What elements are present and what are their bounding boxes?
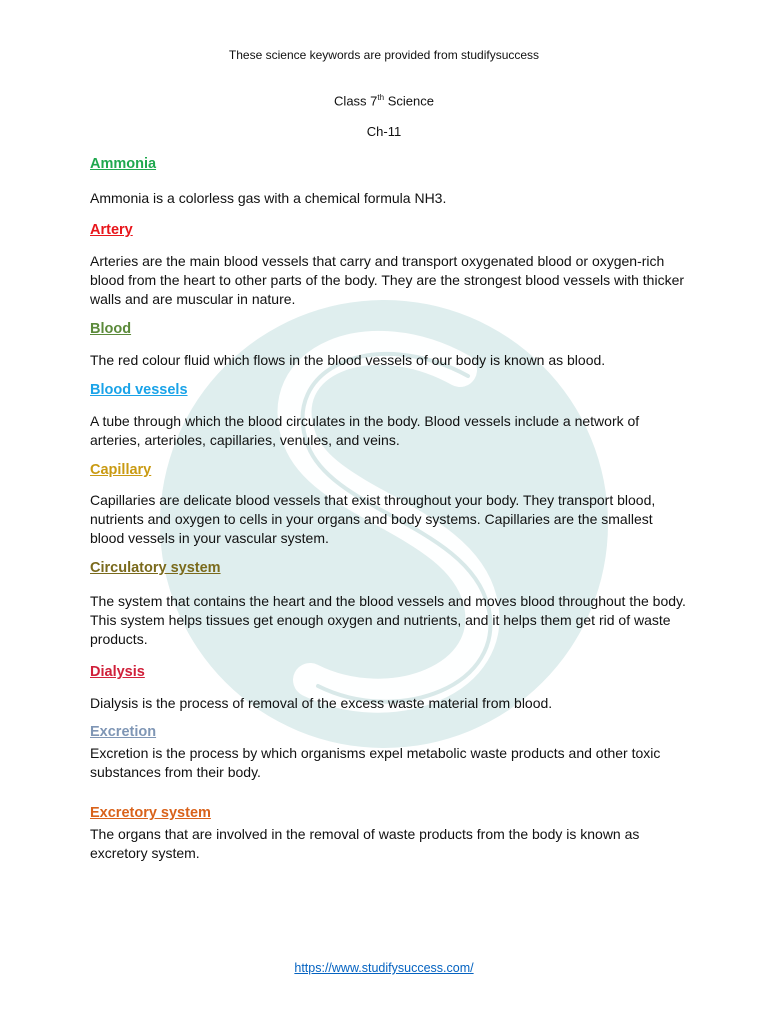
definition-excretion: Excretion is the process by which organisms expel metabolic waste products and other toxic substances from their body. (90, 745, 661, 780)
footer-link[interactable]: https://www.studifysuccess.com/ (294, 961, 474, 975)
definition-blood-vessels: A tube through which the blood circulates in the body. Blood vessels include a network of arteries, arterioles, capillaries, venules, and veins. (90, 413, 640, 448)
chapter-label: Ch-11 (366, 124, 402, 139)
class-title-suffix: Science (384, 93, 434, 109)
term-blood: Blood (90, 321, 132, 337)
class-title (0, 93, 768, 108)
term-excretory-system: Excretory system (90, 805, 211, 821)
definition-capillary: Capillaries are delicate blood vessels that exist throughout your body. They transport blood, nutrients and oxygen to cells in your organs and body systems. Capillaries are the smallest blood vessels in your vascular system. (90, 492, 656, 546)
definition-excretory-system: The organs that are involved in the removal of waste products from the body is known as excretory system. (90, 826, 640, 861)
definition-artery: Arteries are the main blood vessels that carry and transport oxygenated blood or oxygen-rich blood from the heart to other parts of the body. They are the strongest blood vessels with thicker walls and are muscular in nature. (90, 253, 685, 307)
term-dialysis: Dialysis (90, 664, 145, 680)
term-capillary: Capillary (90, 462, 152, 478)
term-ammonia: Ammonia (90, 156, 157, 172)
class-title-superscript: th (377, 93, 385, 102)
definition-blood: The red colour fluid which flows in the blood vessels of our body is known as blood. (90, 352, 606, 368)
class-title-prefix: Class 7 (334, 93, 378, 109)
term-blood-vessels: Blood vessels (90, 382, 188, 398)
definition-circulatory-system: The system that contains the heart and the blood vessels and moves blood throughout the body. This system helps tissues get enough oxygen and nutrients, and it helps them get rid of waste products. (90, 593, 686, 647)
term-excretion: Excretion (90, 724, 157, 740)
term-artery: Artery (90, 222, 133, 238)
definition-ammonia: Ammonia is a colorless gas with a chemical formula NH3. (90, 190, 447, 206)
term-circulatory-system: Circulatory system (90, 560, 221, 576)
definition-dialysis: Dialysis is the process of removal of the excess waste material from blood. (90, 695, 553, 711)
header-note: These science keywords are provided from studifysuccess (228, 48, 540, 62)
